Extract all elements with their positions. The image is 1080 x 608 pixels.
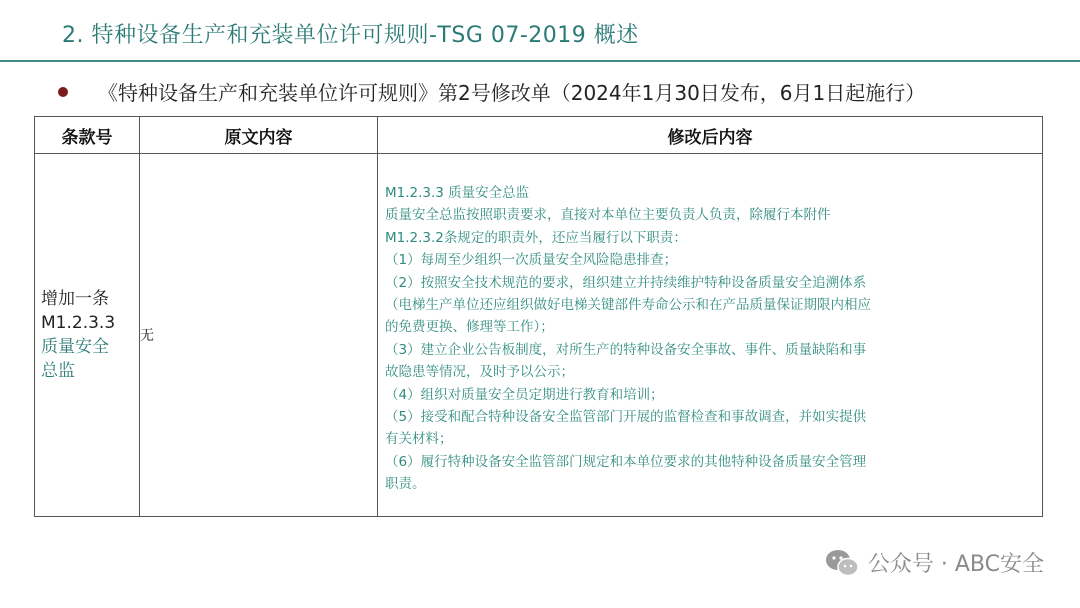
modified-line: 的免费更换、修理等工作）； bbox=[385, 319, 554, 336]
original-content-cell: 无 bbox=[140, 154, 378, 517]
header-original-content: 原文内容 bbox=[140, 117, 378, 154]
clause-name-line2: 总监 bbox=[41, 361, 75, 381]
modified-line: （4）组织对质量安全员定期进行教育和培训； bbox=[385, 386, 664, 403]
modified-line: （1）每周至少组织一次质量安全风险隐患排查； bbox=[385, 252, 678, 269]
table-header-row bbox=[35, 117, 1043, 154]
bullet-line bbox=[58, 77, 925, 106]
slide-title: 2. 特种设备生产和充装单位许可规则-TSG 07-2019 概述 bbox=[62, 23, 639, 48]
modified-line: 质量安全总监按照职责要求，直接对本单位主要负责人负责，除履行本附件 bbox=[385, 207, 831, 224]
header-modified-content: 修改后内容 bbox=[378, 117, 1043, 154]
clause-cell bbox=[35, 154, 140, 517]
title-divider bbox=[0, 60, 1080, 62]
header-clause-number: 条款号 bbox=[35, 117, 140, 154]
modified-content-cell bbox=[378, 154, 1043, 517]
modified-line: 职责。 bbox=[385, 476, 426, 493]
modified-line: （6）履行特种设备安全监管部门规定和本单位要求的其他特种设备质量安全管理 bbox=[385, 453, 867, 470]
table-row bbox=[35, 154, 1043, 517]
modified-line: 故隐患等情况，及时予以公示； bbox=[385, 364, 574, 381]
clause-number: M1.2.3.3 bbox=[41, 313, 116, 333]
modified-line: （2）按照安全技术规范的要求，组织建立并持续维护特种设备质量安全追溯体系 bbox=[385, 274, 867, 291]
amendment-table bbox=[34, 116, 1043, 517]
modified-line: M1.2.3.3 质量安全总监 bbox=[385, 185, 530, 201]
modified-line: 有关材料； bbox=[385, 431, 453, 448]
bullet-dot-icon bbox=[58, 87, 68, 97]
clause-name-line1: 质量安全 bbox=[41, 337, 109, 357]
modified-line: （3）建立企业公告板制度，对所生产的特种设备安全事故、事件、质量缺陷和事 bbox=[385, 341, 867, 358]
modified-line: （电梯生产单位还应组织做好电梯关键部件寿命公示和在产品质量保证期限内相应 bbox=[385, 297, 871, 314]
clause-action: 增加一条 bbox=[41, 289, 109, 309]
modified-line: M1.2.3.2条规定的职责外，还应当履行以下职责： bbox=[385, 229, 687, 246]
modified-line: （5）接受和配合特种设备安全监管部门开展的监督检查和事故调查，并如实提供 bbox=[385, 409, 867, 426]
bullet-text: 《特种设备生产和充装单位许可规则》第2号修改单（2024年1月30日发布，6月1日起施行） bbox=[98, 81, 926, 105]
watermark bbox=[824, 547, 1044, 578]
watermark-text: 公众号 · ABC安全 bbox=[867, 552, 1044, 577]
wechat-icon bbox=[824, 548, 860, 578]
